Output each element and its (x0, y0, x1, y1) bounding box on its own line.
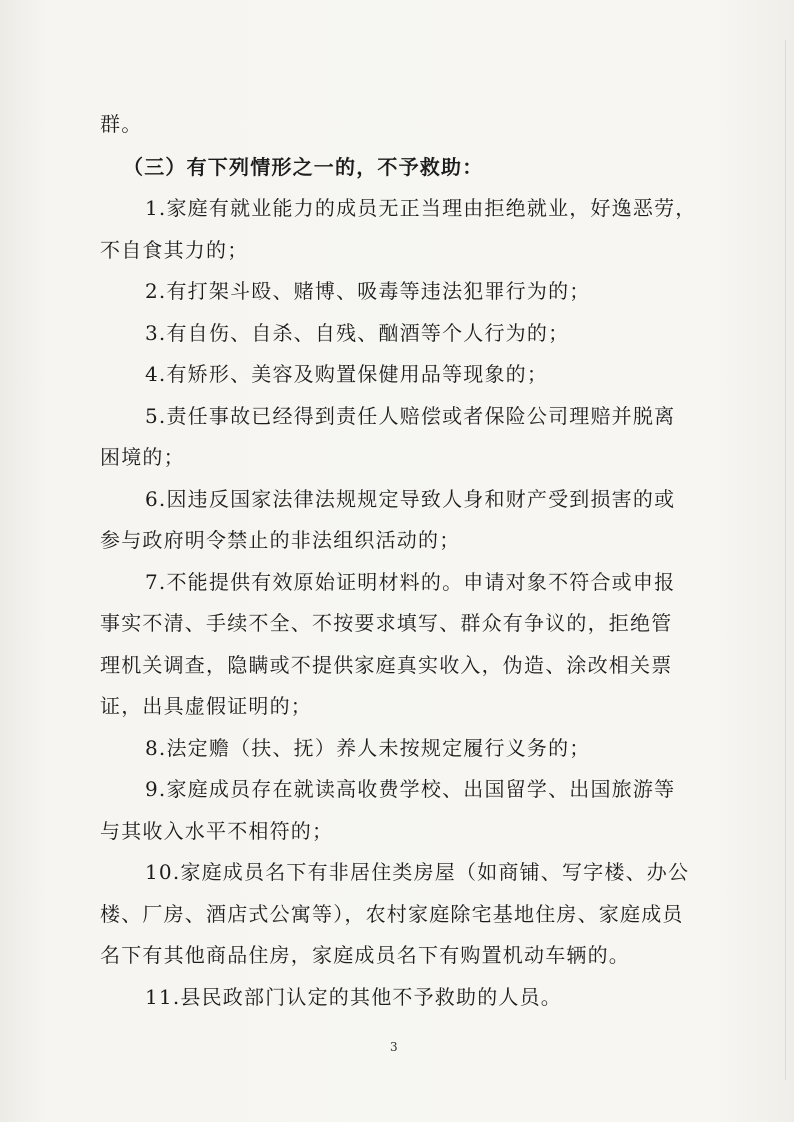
text-line-5: 2.有打架斗殴、赌博、吸毒等违法犯罪行为的； (145, 279, 591, 303)
text-line-9: 困境的； (100, 445, 185, 469)
scan-edge-line (785, 40, 786, 1080)
text-line-19: 10.家庭成员名下有非居住类房屋（如商铺、写字楼、办公 (145, 860, 690, 884)
text-line-7: 4.有矫形、美容及购置保健用品等现象的； (145, 362, 549, 386)
text-line-18: 与其收入水平不相符的； (100, 819, 334, 843)
text-line-6: 3.有自伤、自杀、自残、酗酒等个人行为的； (145, 321, 570, 345)
text-line-21: 名下有其他商品住房，家庭成员名下有购置机动车辆的。 (100, 943, 630, 967)
text-line-15: 证，出具虚假证明的； (100, 694, 312, 718)
text-line-3: 1.家庭有就业能力的成员无正当理由拒绝就业，好逸恶劳， (145, 196, 697, 220)
text-line-10: 6.因违反国家法律法规规定导致人身和财产受到损害的或 (145, 487, 676, 511)
text-line-12: 7.不能提供有效原始证明材料的。申请对象不符合或申报 (145, 570, 676, 594)
text-line-11: 参与政府明令禁止的非法组织活动的； (100, 528, 461, 552)
text-line-1: 群。 (100, 112, 143, 136)
page-number: 3 (390, 1040, 398, 1054)
text-line-13: 事实不清、手续不全、不按要求填写、群众有争议的，拒绝管 (100, 611, 673, 635)
text-line-16: 8.法定赡（扶、抚）养人未按规定履行义务的； (145, 736, 591, 760)
text-line-22: 11.县民政部门认定的其他不予救助的人员。 (145, 985, 563, 1009)
text-line-14: 理机关调查，隐瞒或不提供家庭真实收入，伪造、涂改相关票 (100, 653, 673, 677)
text-line-17: 9.家庭成员存在就读高收费学校、出国留学、出国旅游等 (145, 777, 676, 801)
section-heading: （三）有下列情形之一的，不予救助： (123, 155, 484, 179)
text-line-20: 楼、厂房、酒店式公寓等），农村家庭除宅基地住房、家庭成员 (100, 902, 684, 926)
text-line-8: 5.责任事故已经得到责任人赔偿或者保险公司理赔并脱离 (145, 404, 676, 428)
text-line-4: 不自食其力的； (100, 238, 249, 262)
